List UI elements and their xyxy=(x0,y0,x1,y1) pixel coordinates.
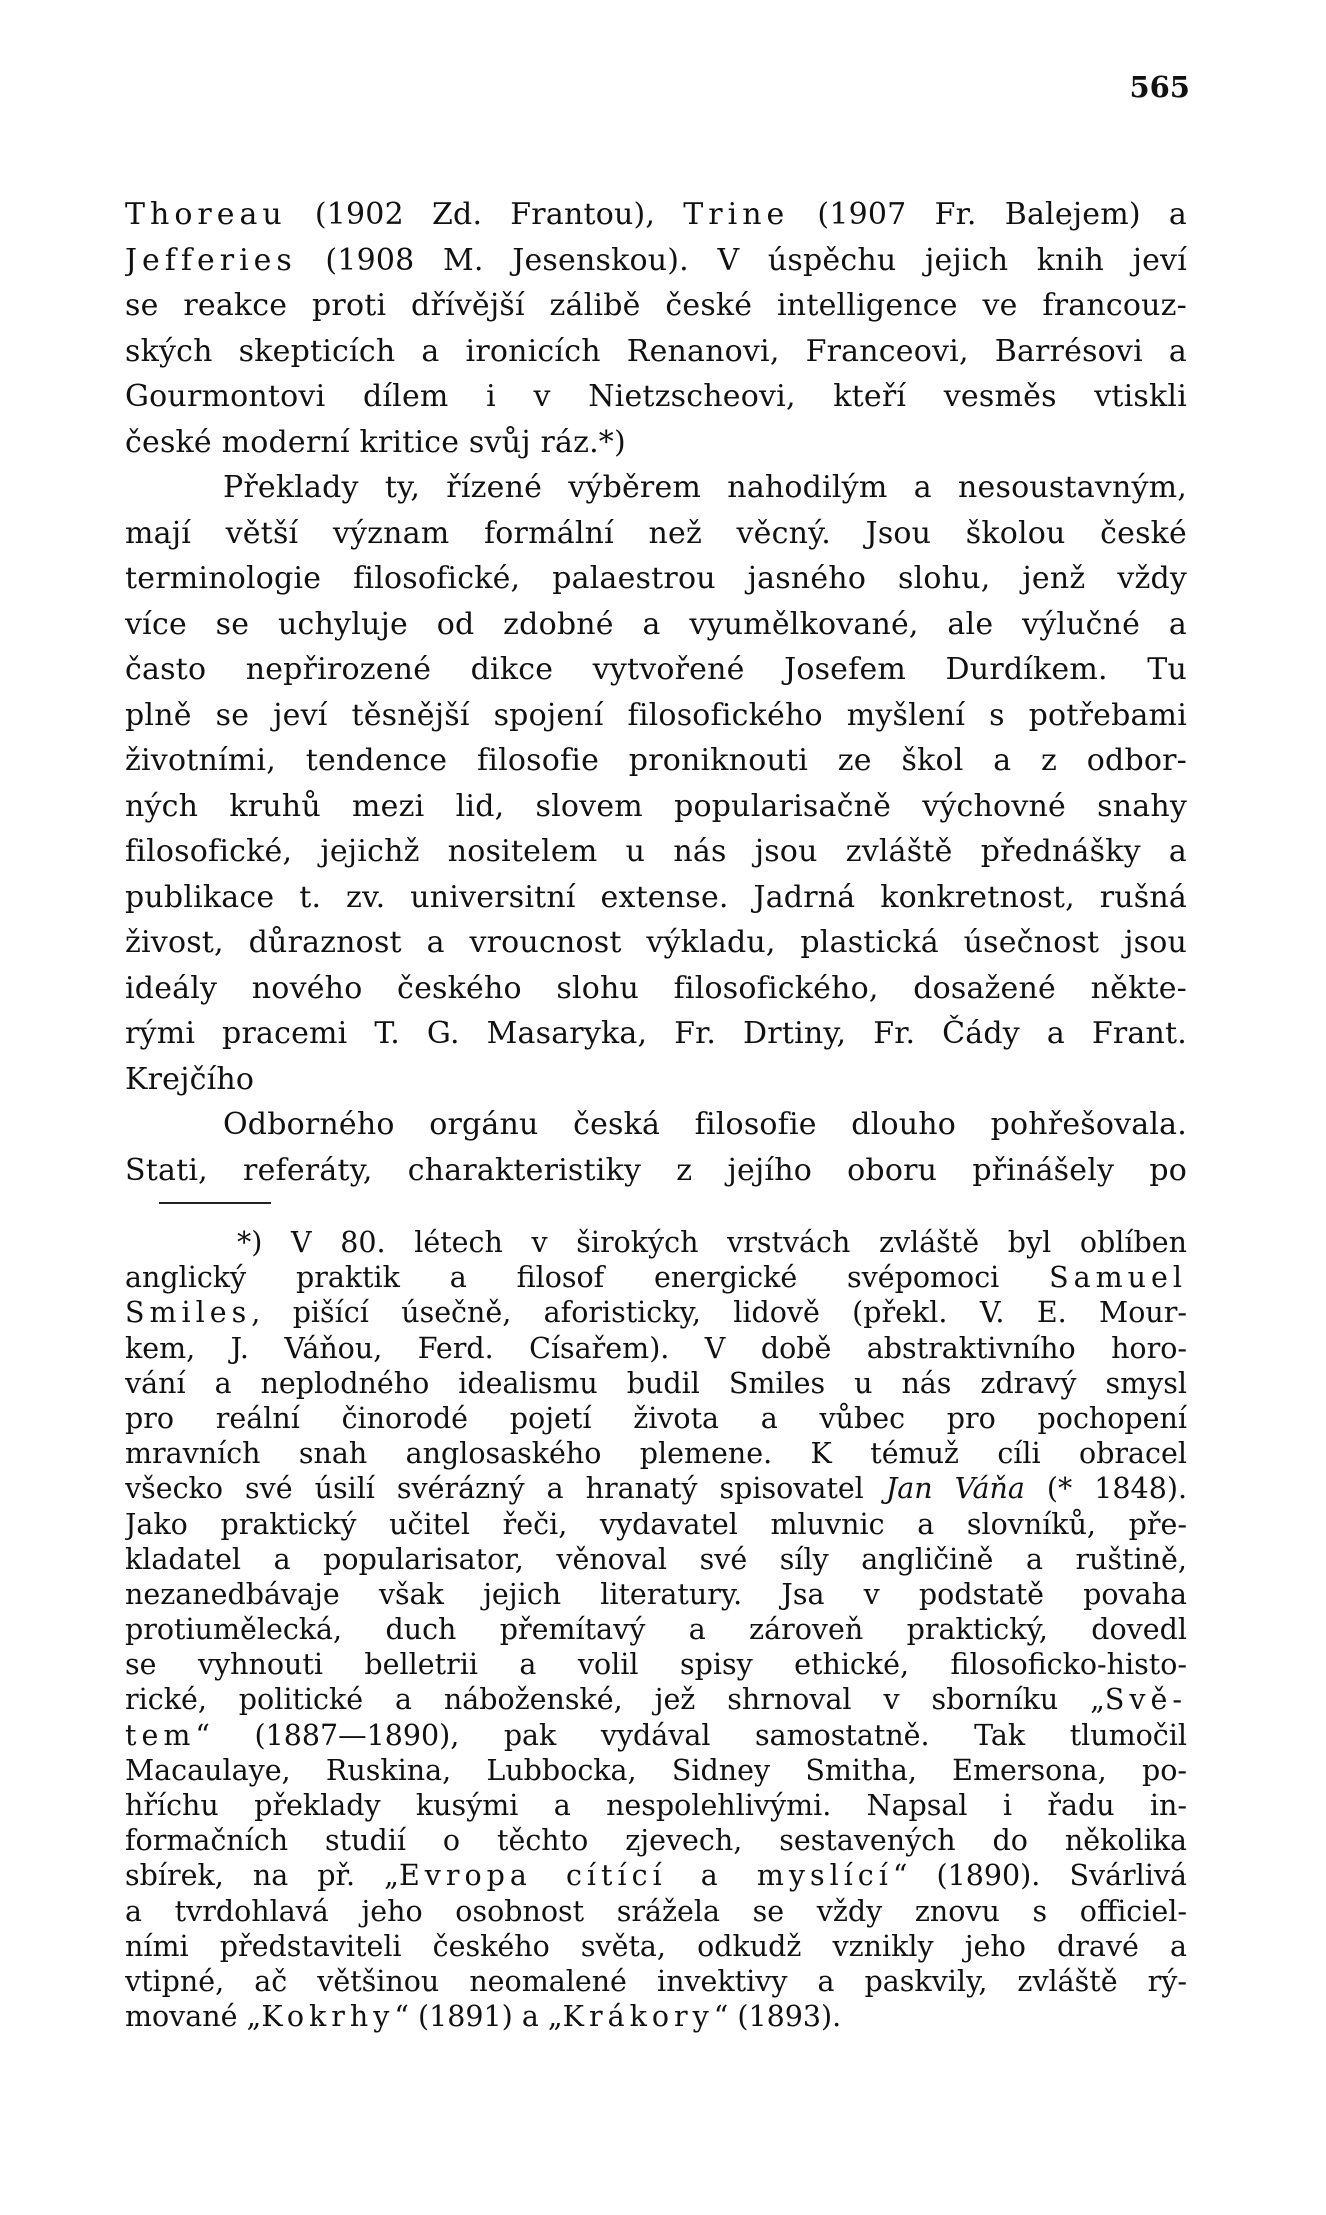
text-segment: všecko své úsilí svérázný a hranatý spisovatel xyxy=(125,1472,886,1506)
text-segment: pro reální činorodé pojetí života a vůbec pro pochopení xyxy=(125,1401,1187,1435)
text-segment: “ (1887—1890), pak vydával samostatně. Tak tlumočil xyxy=(195,1718,1187,1752)
body-line xyxy=(125,1011,1187,1057)
footnote-line xyxy=(125,1401,1187,1436)
text-segment: “ (1891) a „ xyxy=(394,2000,563,2034)
text-segment: sbírek, na př. „ xyxy=(125,1859,399,1893)
footnote-line xyxy=(125,1999,1187,2034)
body-line xyxy=(125,283,1187,329)
text-segment: živost, důraznost a vroucnost výkladu, plastická úsečnost jsou xyxy=(125,925,1187,960)
text-segment: vtipné, ač většinou neomalené invektivy a paskvily, zvláště rý- xyxy=(125,1964,1187,1998)
text-segment: plně se jeví těsnější spojení filosofického myšlení s potřebami xyxy=(125,697,1187,733)
text-segment: hříchu překlady kusými a nespolehlivými. Napsal i řadu in- xyxy=(125,1789,1187,1822)
text-segment: rými pracemi T. G. Masaryka, Fr. Drtiny, Fr. Čády a Frant. xyxy=(125,1016,1187,1051)
body-line xyxy=(125,647,1187,693)
text-segment: se reakce proti dřívější zálibě české intelligence ve francouz- xyxy=(125,288,1187,323)
body-line xyxy=(125,966,1187,1012)
footnote-line xyxy=(125,1823,1187,1858)
footnote-line xyxy=(125,1682,1187,1717)
text-segment: nezanedbávaje však jejich literatury. Jsa v podstatě povaha xyxy=(125,1577,1187,1611)
body-line xyxy=(125,829,1187,875)
text-segment: Stati, referáty, charakteristiky z jejího oboru přinášely po xyxy=(125,1152,1187,1188)
footnote-line xyxy=(125,1788,1187,1823)
text-segment: Gourmontovi dílem i v Nietzscheovi, kteří vesměs vtiskli xyxy=(125,379,1187,414)
footnote-line xyxy=(125,1225,1187,1260)
text-segment: Smiles xyxy=(125,1296,252,1330)
body-line xyxy=(125,738,1187,784)
footnote-line xyxy=(125,1718,1187,1753)
body-line xyxy=(125,602,1187,648)
text-segment: Odborného orgánu česká filosofie dlouho pohřešovala. xyxy=(223,1107,1187,1142)
text-segment: Krejčího xyxy=(125,1061,255,1097)
text-segment: často nepřirozené dikce vytvořené Josefem Durdíkem. Tu xyxy=(125,652,1187,687)
text-segment: ných kruhů mezi lid, slovem popularisačně výchovné snahy xyxy=(125,788,1187,824)
body-line xyxy=(125,329,1187,375)
body-line xyxy=(125,374,1187,420)
text-segment: Samuel xyxy=(1049,1261,1187,1295)
footnote-line xyxy=(125,1894,1187,1929)
text-segment: Krákory xyxy=(562,2000,714,2034)
text-segment: (1907 Fr. Balejem) a xyxy=(789,197,1187,232)
body-line xyxy=(125,1148,1187,1194)
body-line xyxy=(125,420,1187,466)
body-line xyxy=(125,238,1187,284)
text-segment: životními, tendence filosofie proniknouti ze škol a z odbor- xyxy=(125,743,1187,778)
text-segment: “ (1890). Svárlivá xyxy=(892,1859,1187,1893)
text-segment: Evropa cítící a myslící xyxy=(398,1859,893,1893)
text-segment: Jako praktický učitel řeči, vydavatel mluvnic a slovníků, pře- xyxy=(125,1507,1187,1541)
footnote-line xyxy=(125,1366,1187,1401)
text-segment: terminologie filosofické, palaestrou jasného slohu, jenž vždy xyxy=(125,561,1187,596)
text-segment: Macaulaye, Ruskina, Lubbocka, Sidney Smitha, Emersona, po- xyxy=(125,1753,1187,1787)
footnote-line xyxy=(125,1295,1187,1330)
text-segment: kem, J. Váňou, Ferd. Císařem). V době abstraktivního horo- xyxy=(125,1331,1187,1365)
footnote-line xyxy=(125,1929,1187,1964)
footnotes xyxy=(125,1225,1187,2034)
text-segment: kladatel a popularisator, věnoval své síly angličině a ruštině, xyxy=(125,1542,1187,1576)
text-segment: Svě- xyxy=(1104,1683,1187,1717)
body-line xyxy=(125,192,1187,238)
footnote-line xyxy=(125,1577,1187,1612)
text-segment: publikace t. zv. universitní extense. Jadrná konkretnost, rušná xyxy=(125,879,1187,915)
footnote-line xyxy=(125,1436,1187,1471)
text-segment: ideály nového českého slohu filosofického, dosažené někte- xyxy=(125,970,1187,1006)
text-segment: vání a neplodného idealismu budil Smiles u nás zdravý smysl xyxy=(125,1366,1187,1400)
footnote-separator xyxy=(159,1202,271,1204)
body-line xyxy=(125,465,1187,511)
text-segment: Kokrhy xyxy=(261,2000,395,2034)
text-segment: mované „ xyxy=(125,2000,262,2034)
text-segment: mravních snah anglosaského plemene. K témuž cíli obracel xyxy=(125,1437,1187,1471)
text-segment: více se uchyluje od zdobné a vyumělkované, ale výlučné a xyxy=(125,606,1187,642)
text-segment: (1908 M. Jesenskou). V úspěchu jejich knih jeví xyxy=(296,242,1187,278)
body-line xyxy=(125,784,1187,830)
text-segment: *) V 80. létech v širokých vrstvách zvláště byl oblíben xyxy=(237,1226,1187,1259)
text-segment: (1902 Zd. Frantou), xyxy=(286,197,684,232)
text-segment: anglický praktik a filosof energické svépomoci xyxy=(125,1261,1050,1295)
text-segment: formačních studií o těchto zjevech, sestavených do několika xyxy=(125,1824,1187,1858)
text-segment: ními představiteli českého světa, odkudž vznikly jeho dravé a xyxy=(125,1929,1187,1963)
text-segment: Překlady ty, řízené výběrem nahodilým a nesoustavným, xyxy=(223,470,1187,505)
text-segment: ských skepticích a ironicích Renanovi, Franceovi, Barrésovi a xyxy=(125,333,1187,369)
text-segment: Jan Váňa xyxy=(885,1472,1025,1506)
text-segment: mají větší význam formální než věcný. Jsou školou české xyxy=(125,515,1187,551)
body-line xyxy=(125,920,1187,966)
text-segment: Jefferies xyxy=(125,242,297,278)
body-line xyxy=(125,1102,1187,1148)
footnote-line xyxy=(125,1507,1187,1542)
footnote-line xyxy=(125,1612,1187,1647)
main-text xyxy=(125,192,1187,1193)
text-segment: protiumělecká, duch přemítavý a zároveň praktický, dovedl xyxy=(125,1613,1187,1647)
text-segment: se vyhnouti belletrii a volil spisy ethické, filosoficko-histo- xyxy=(125,1648,1187,1682)
text-segment: tem xyxy=(125,1718,196,1752)
body-line xyxy=(125,556,1187,602)
footnote-line xyxy=(125,1858,1187,1893)
body-line xyxy=(125,1057,1187,1103)
body-line xyxy=(125,875,1187,921)
footnote-line xyxy=(125,1260,1187,1295)
footnote-line xyxy=(125,1331,1187,1366)
page-number: 565 xyxy=(1129,70,1190,104)
text-segment: české moderní kritice svůj ráz.*) xyxy=(125,424,626,460)
footnote-line xyxy=(125,1753,1187,1788)
text-segment: Thoreau xyxy=(125,197,287,232)
footnote-line xyxy=(125,1964,1187,1999)
text-segment: a tvrdohlavá jeho osobnost srážela se vždy znovu s officiel- xyxy=(125,1894,1187,1928)
text-segment: , pišící úsečně, aforisticky, lidově (překl. V. E. Mour- xyxy=(251,1296,1187,1330)
body-line xyxy=(125,511,1187,557)
body-line xyxy=(125,693,1187,739)
text-segment: “ (1893). xyxy=(713,2000,842,2034)
text-segment: rické, politické a náboženské, jež shrnoval v sborníku „ xyxy=(125,1683,1105,1717)
text-segment: (* 1848). xyxy=(1024,1472,1187,1506)
footnote-line xyxy=(125,1542,1187,1577)
footnote-line xyxy=(125,1471,1187,1506)
footnote-line xyxy=(125,1647,1187,1682)
text-segment: Trine xyxy=(683,197,790,232)
text-segment: filosofické, jejichž nositelem u nás jsou zvláště přednášky a xyxy=(125,834,1187,869)
